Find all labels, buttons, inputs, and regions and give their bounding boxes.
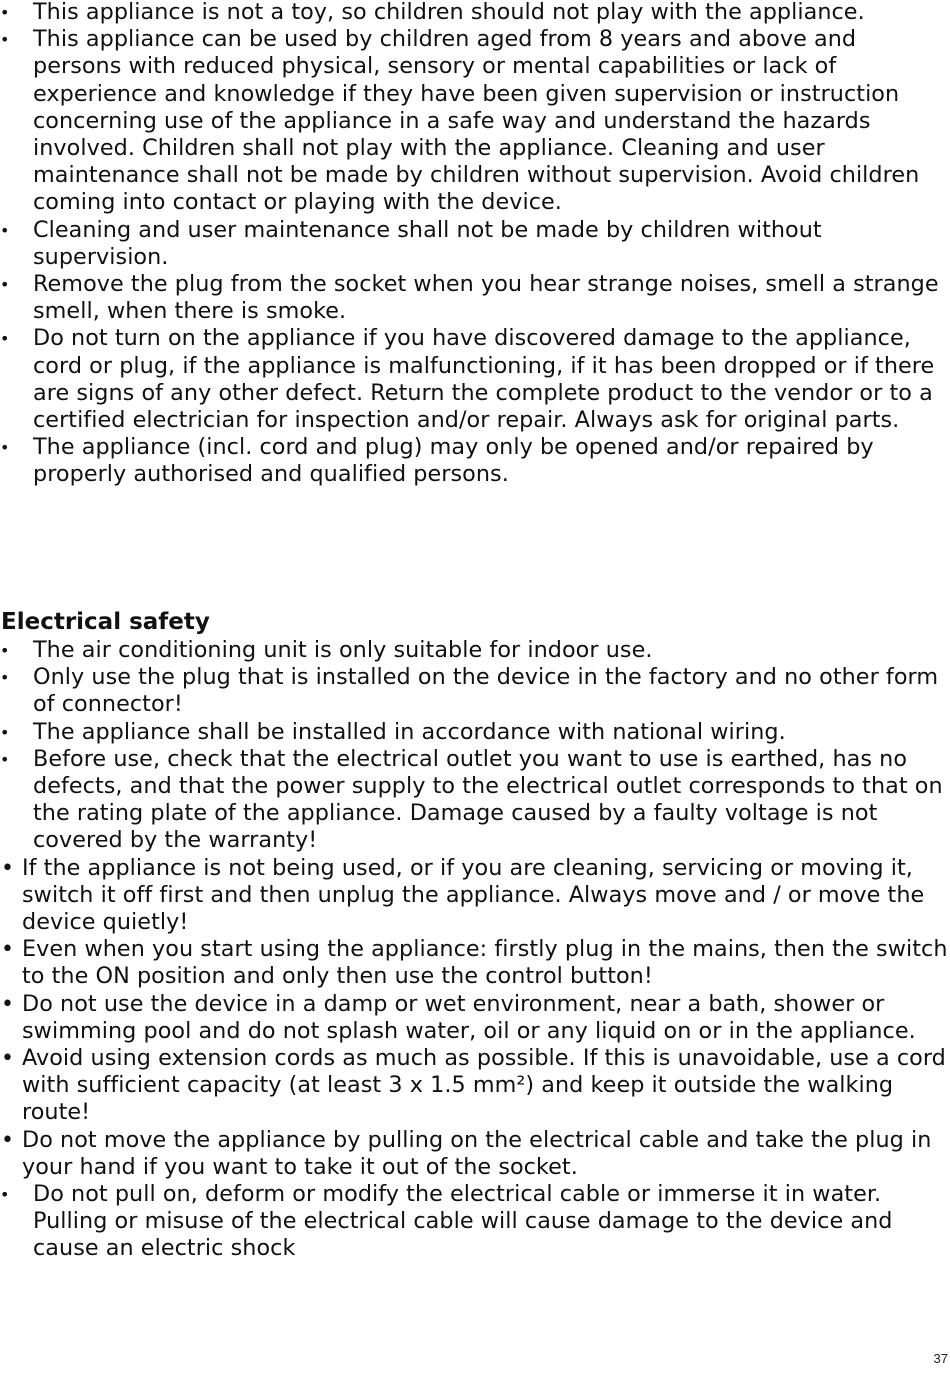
bullet-icon: •	[0, 329, 10, 349]
bullet-icon: •	[0, 220, 10, 240]
list-item-text: Before use, check that the electrical outlet you want to use is earthed, has no defects, and that the power supply to the electrical outlet corresponds to that on the rating plate of the appliance. Damage caused by a faulty voltage is not covered by the warranty!	[33, 745, 943, 854]
list-item-text: The appliance (incl. cord and plug) may only be opened and/or repaired by properly authorised and qualified persons.	[33, 434, 874, 488]
section-heading: Electrical safety	[1, 609, 210, 635]
bullet-icon: •	[0, 30, 10, 50]
list-item	[0, 991, 950, 1045]
list-item-text: This appliance can be used by children aged from 8 years and above and persons with reduced physical, sensory or mental capabilities or lack of experience and knowledge if they have been given supervision or instruction concerning use of the appliance in a safe way and understand the hazards involved. Children shall not play with the appliance. Cleaning and user maintenance shall not be made by children without supervision. Avoid children coming into contact or playing with the device.	[33, 26, 920, 216]
bullet-icon: •	[0, 749, 10, 769]
list-item-text: Do not move the appliance by pulling on the electrical cable and take the plug in your hand if you want to take it out of the socket.	[22, 1126, 932, 1180]
bullet-icon: •	[0, 1185, 10, 1205]
list-item	[0, 325, 950, 434]
list-item	[0, 434, 950, 488]
list-item	[0, 26, 950, 216]
list-item	[0, 217, 950, 271]
list-item	[0, 637, 950, 664]
list-item-text: Only use the plug that is installed on the device in the factory and no other form of connector!	[33, 664, 939, 718]
bullet-icon: •	[1, 991, 15, 1017]
list-item-text: Do not use the device in a damp or wet environment, near a bath, shower or swimming pool and do not splash water, oil or any liquid on or in the appliance.	[22, 990, 916, 1044]
general-safety-list	[0, 0, 950, 489]
list-item-text: Do not turn on the appliance if you have discovered damage to the appliance, cord or plug, if the appliance is malfunctioning, if it has been dropped or if there are signs of any other defect. Return the complete product to the vendor or to a certified electrician for inspection and/or repair. Always ask for original parts.	[33, 325, 935, 434]
list-item-text: Even when you start using the appliance: firstly plug in the mains, then the switch to the ON position and only then use the control button!	[22, 936, 948, 990]
list-item	[0, 1127, 950, 1181]
list-item-text: The appliance shall be installed in accordance with national wiring.	[33, 718, 786, 745]
list-item	[0, 664, 950, 718]
list-item	[0, 746, 950, 855]
list-item	[0, 719, 950, 746]
list-item-text: Remove the plug from the socket when you hear strange noises, smell a strange smell, when there is smoke.	[33, 271, 939, 325]
bullet-icon: •	[0, 275, 10, 295]
bullet-icon: •	[1, 1127, 15, 1153]
list-item-text: Avoid using extension cords as much as possible. If this is unavoidable, use a cord with sufficient capacity (at least 3 x 1.5 mm²) and keep it outside the walking route!	[22, 1045, 946, 1126]
list-item-text: If the appliance is not being used, or if you are cleaning, servicing or moving it, switch it off first and then unplug the appliance. Always move and / or move the device quietly!	[22, 854, 925, 936]
list-item	[0, 1181, 950, 1263]
list-item-text: Cleaning and user maintenance shall not be made by children without supervision.	[33, 216, 822, 270]
bullet-icon: •	[1, 937, 15, 963]
list-item	[0, 0, 950, 26]
list-item-text: The air conditioning unit is only suitable for indoor use.	[33, 637, 653, 663]
bullet-icon: •	[1, 1046, 15, 1072]
bullet-icon: •	[1, 855, 15, 881]
bullet-icon: •	[0, 641, 10, 660]
bullet-icon: •	[0, 3, 10, 22]
electrical-safety-list	[0, 637, 950, 1263]
list-item-text: Do not pull on, deform or modify the electrical cable or immerse it in water. Pulling or misuse of the electrical cable will cause damage to the device and cause an electric shock	[33, 1181, 893, 1262]
bullet-icon: •	[0, 668, 10, 688]
list-item	[0, 936, 950, 990]
bullet-icon: •	[0, 722, 10, 742]
list-item-text: This appliance is not a toy, so children should not play with the appliance.	[33, 0, 865, 25]
list-item	[0, 271, 950, 325]
page-number: 37	[933, 1351, 948, 1366]
list-item	[0, 855, 950, 937]
bullet-icon: •	[0, 438, 10, 458]
list-item	[0, 1045, 950, 1127]
